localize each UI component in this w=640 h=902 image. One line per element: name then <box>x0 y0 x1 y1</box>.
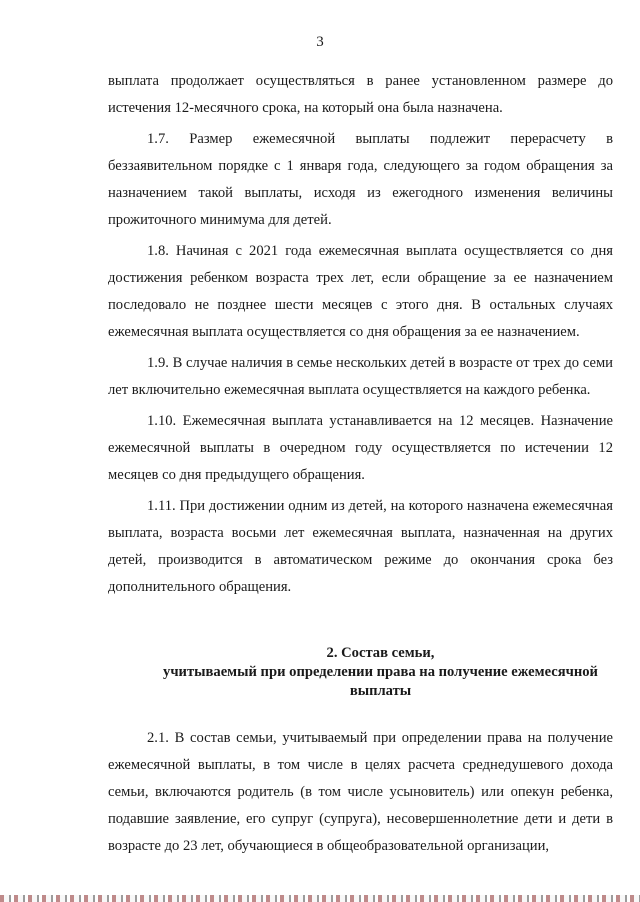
paragraph-1-10: 1.10. Ежемесячная выплата устанавливается на 12 месяцев. Назначение ежемесячной выплаты в очередном году осуществляется по истечении 12 месяцев со дня предыдущего обращения. <box>108 413 613 483</box>
paragraph-1-9: 1.9. В случае наличия в семье нескольких детей в возрасте от трех до семи лет включительно ежемесячная выплата осуществляется на каждого ребенка. <box>108 355 613 398</box>
paragraph-1-11: 1.11. При достижении одним из детей, на которого назначена ежемесячная выплата, возраста восьми лет ежемесячная выплата, назначенная на других детей, производится в автоматическом режиме до окончания срока без дополнительного обращения. <box>108 498 613 595</box>
page-number: 3 <box>316 34 324 50</box>
section-heading <box>108 644 613 701</box>
document-body <box>108 68 613 864</box>
paragraph-1-7: 1.7. Размер ежемесячной выплаты подлежит перерасчету в беззаявительном порядке с 1 января года, следующего за годом обращения за назначением такой выплаты, исходя из ежегодного изменения величины прожиточного минимума для детей. <box>108 131 613 228</box>
section-heading-line-3: выплаты <box>349 683 412 699</box>
section-heading-line-2: учитываемый при определении права на получение ежемесячной <box>163 664 598 680</box>
scan-edge-artifact <box>0 895 640 902</box>
paragraph-1-8: 1.8. Начиная с 2021 года ежемесячная выплата осуществляется со дня достижения ребенком возраста трех лет, если обращение за ее назначением последовало не позднее шести месяцев с этого дня. В остальных случаях ежемесячная выплата осуществляется со дня обращения за ее назначением. <box>108 243 613 340</box>
section-heading-line-1: 2. Состав семьи, <box>326 645 435 661</box>
paragraph-2-1: 2.1. В состав семьи, учитываемый при определении права на получение ежемесячной выплаты, в том числе в целях расчета среднедушевого дохода семьи, включаются родитель (в том числе усыновитель) или опекун ребенка, подавшие заявление, его супруг (супруга), несовершеннолетние дети и дети в возрасте до 23 лет, обучающиеся в общеобразовательной организации, <box>108 730 613 854</box>
paragraph-continuation: выплата продолжает осуществляться в ранее установленном размере до истечения 12-месячного срока, на который она была назначена. <box>108 73 613 116</box>
